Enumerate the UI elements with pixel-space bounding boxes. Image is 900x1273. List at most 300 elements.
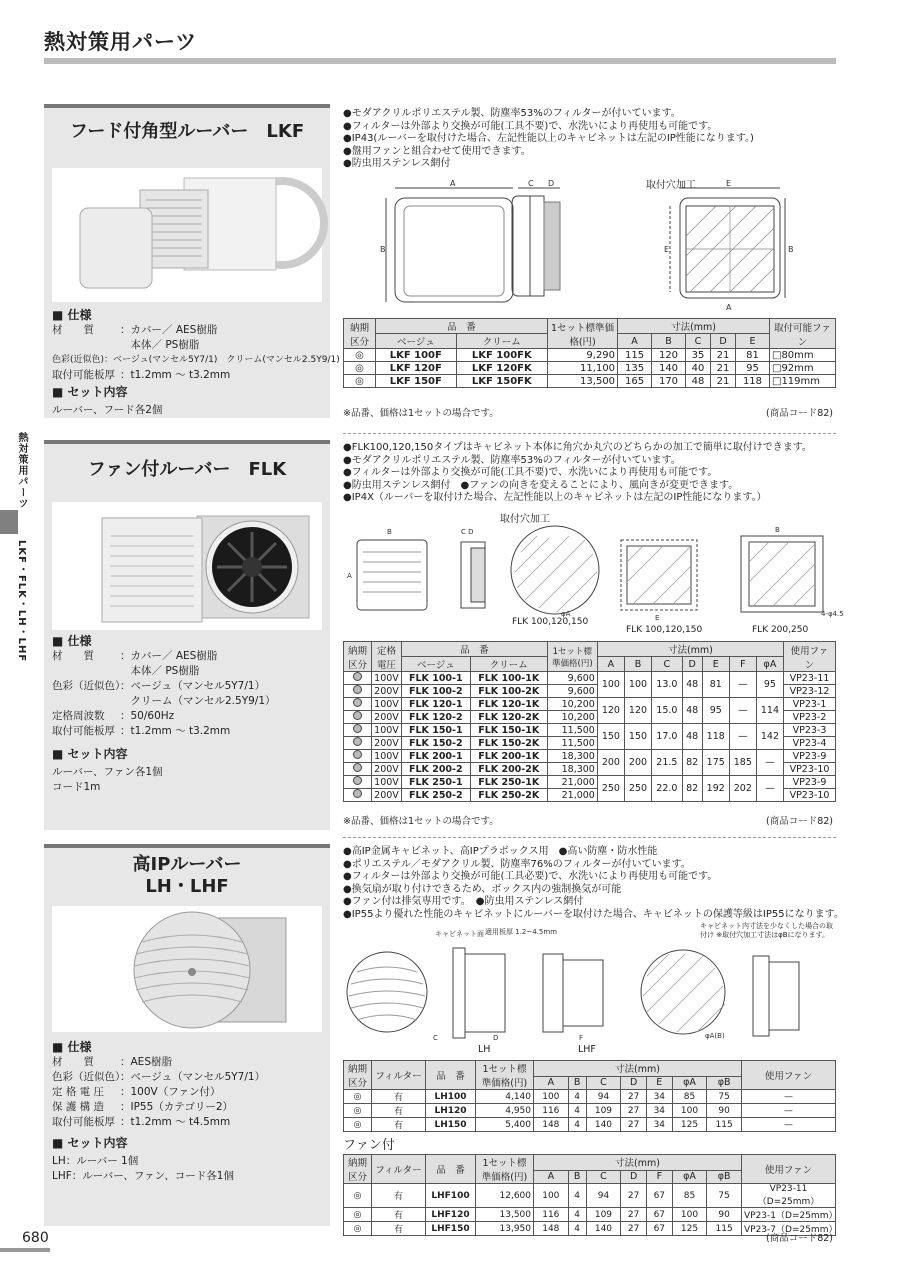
th-col: B xyxy=(568,1170,586,1183)
svg-text:適用板厚 1.2~4.5mm: 適用板厚 1.2~4.5mm xyxy=(485,928,557,936)
spec-value: ：100V（ファン付） xyxy=(120,1086,221,1098)
table-cell: □92mm xyxy=(770,362,836,375)
lh-drawing-cap-1: LH xyxy=(478,1044,491,1055)
table-cell: ◎ xyxy=(344,1090,372,1104)
spec-value: ：50/60Hz xyxy=(120,710,175,722)
lh-panel xyxy=(44,844,330,1226)
th-kubun: 納期区分 xyxy=(344,642,372,672)
table-cell: 185 xyxy=(729,750,756,776)
table-row xyxy=(344,349,836,362)
th-col: D xyxy=(682,657,702,672)
table-row xyxy=(344,750,836,763)
table-cell: FLK 120-2 xyxy=(402,711,471,724)
table-cell: — xyxy=(729,672,756,698)
table-cell: 27 xyxy=(621,1118,647,1132)
flk-note-left: ※品番、価格は1セットの場合です。 xyxy=(343,816,499,827)
lh-drawing-cap-2: LHF xyxy=(578,1044,596,1055)
svg-text:C: C xyxy=(528,179,534,188)
bullet: ●防虫用ステンレス網付 xyxy=(343,158,451,170)
lhf-table xyxy=(343,1154,836,1236)
spec-label xyxy=(52,694,120,709)
table-cell: 100 xyxy=(624,672,651,698)
delivery-icon xyxy=(344,685,372,698)
lkf-table xyxy=(343,318,836,388)
svg-text:キャビネット面: キャビネット面 xyxy=(435,930,484,938)
table-cell: FLK 100-1 xyxy=(402,672,471,685)
bullet: ●IP4X（ルーバーを取付けた場合、左記性能以上のキャビネットは左記のIP性能になります。） xyxy=(343,492,767,504)
table-cell: 11,500 xyxy=(547,737,597,750)
table-cell: 48 xyxy=(682,724,702,750)
table-cell: 118 xyxy=(735,375,769,388)
table-cell: 165 xyxy=(618,375,652,388)
delivery-icon xyxy=(344,776,372,789)
flk-drawing xyxy=(343,522,844,622)
bullet: ●防虫用ステンレス網付 ●ファンの向きを変えることにより、風向きが変更できます。 xyxy=(343,479,739,491)
table-cell: 150 xyxy=(624,724,651,750)
table-cell: 125 xyxy=(672,1222,707,1236)
table-cell: 100V xyxy=(372,776,402,789)
table-cell: VP23-10 xyxy=(784,763,836,776)
flk-set-value: コード1m xyxy=(52,781,101,793)
table-cell: 109 xyxy=(586,1208,621,1222)
spec-label: 取付可能板厚 xyxy=(52,725,115,737)
flk-panel xyxy=(44,440,330,830)
th-hinban: 品 番 xyxy=(426,1061,476,1090)
table-cell: 21 xyxy=(710,349,735,362)
spec-value: 本体／ PS樹脂 xyxy=(120,665,200,677)
table-row xyxy=(344,362,836,375)
th-hinban: 品 番 xyxy=(426,1155,476,1184)
lh-set-value: LH：ルーバー 1個 xyxy=(52,1155,139,1167)
lh-photo xyxy=(52,906,322,1032)
spec-value: ：ベージュ（マンセル5Y7/1） xyxy=(120,1071,266,1083)
table-cell: 34 xyxy=(646,1090,672,1104)
th-col: D xyxy=(710,334,735,349)
bullet: ●盤用ファンと組合わせて使用できます。 xyxy=(343,145,531,157)
table-cell: ◎ xyxy=(344,362,376,375)
delivery-icon xyxy=(344,698,372,711)
flk-spec-heading: ■ 仕様 xyxy=(52,634,92,648)
lh-drawing-note: キャビネット内寸法を少なくした場合の取付け ※取付穴加工寸法はφBになります。 xyxy=(700,922,833,939)
table-cell: VP23-2 xyxy=(784,711,836,724)
table-cell: 135 xyxy=(618,362,652,375)
spec-value: ：t1.2mm ～ t4.5mm xyxy=(120,1116,231,1128)
table-cell: 15.0 xyxy=(652,698,683,724)
table-cell: LKF 120FK xyxy=(456,362,547,375)
lkf-drawing-label: 取付穴加工 xyxy=(646,180,696,191)
table-cell: 100 xyxy=(672,1208,707,1222)
lkf-bullets xyxy=(343,108,754,171)
table-row xyxy=(344,1090,836,1104)
th-col: A xyxy=(534,1076,569,1089)
table-cell: 125 xyxy=(672,1118,707,1132)
th-beige: ベージュ xyxy=(402,657,471,672)
table-cell: VP23-1（D=25mm） xyxy=(742,1208,836,1222)
bullet: ●ファン付は排気専用です。 ●防虫用ステンレス網付 xyxy=(343,896,584,908)
table-cell: 100 xyxy=(672,1104,707,1118)
bullet: ●フィルターは外部より交換が可能(工具不要)で、水洗いにより再使用も可能です。 xyxy=(343,467,718,479)
spec-value: ：t1.2mm ～ t3.2mm xyxy=(120,725,231,737)
side-tab xyxy=(0,510,18,534)
table-cell: FLK 150-1K xyxy=(470,724,547,737)
table-cell: — xyxy=(756,750,783,776)
table-cell: FLK 200-2K xyxy=(470,763,547,776)
table-cell: 115 xyxy=(618,349,652,362)
th-col: φB xyxy=(707,1170,742,1183)
table-cell: — xyxy=(729,724,756,750)
table-cell: VP23-11（D=25mm） xyxy=(742,1184,836,1208)
table-cell: 100V xyxy=(372,698,402,711)
table-cell: 48 xyxy=(685,375,710,388)
table-cell: 120 xyxy=(624,698,651,724)
table-cell: 21,000 xyxy=(547,789,597,802)
th-fan: 使用ファン xyxy=(742,1061,836,1090)
table-cell: 140 xyxy=(586,1118,621,1132)
table-cell: LH100 xyxy=(426,1090,476,1104)
lh-bullets xyxy=(343,846,844,922)
table-cell: FLK 250-2K xyxy=(470,789,547,802)
delivery-icon xyxy=(344,789,372,802)
table-cell: ◎ xyxy=(344,1208,372,1222)
flk-table xyxy=(343,641,836,802)
table-cell: — xyxy=(756,776,783,802)
table-cell: — xyxy=(729,698,756,724)
table-cell: 27 xyxy=(621,1184,647,1208)
spec-label xyxy=(52,664,120,679)
table-cell: FLK 250-1 xyxy=(402,776,471,789)
table-cell: 有 xyxy=(372,1090,426,1104)
table-row xyxy=(344,1104,836,1118)
table-cell: VP23-9 xyxy=(784,776,836,789)
spec-label: 色彩（近似色） xyxy=(52,680,126,692)
th-col: φB xyxy=(707,1076,742,1089)
table-cell: 21 xyxy=(710,362,735,375)
table-cell: 250 xyxy=(624,776,651,802)
svg-text:C D: C D xyxy=(461,528,474,536)
table-cell: 90 xyxy=(707,1104,742,1118)
bullet: ●FLK100,120,150タイプはキャビネット本体に角穴か丸穴のどちらかの加工で簡単に取付けできます。 xyxy=(343,442,812,453)
th-col: C xyxy=(685,334,710,349)
th-price: 1セット標準価格(円) xyxy=(476,1061,534,1090)
table-cell: 有 xyxy=(372,1222,426,1236)
th-hinban: 品 番 xyxy=(376,319,548,334)
th-fan: 使用ファン xyxy=(742,1155,836,1184)
table-cell: 200 xyxy=(597,750,624,776)
table-cell: 4 xyxy=(568,1104,586,1118)
spec-value: ：ベージュ（マンセル5Y7/1） xyxy=(120,680,266,692)
table-cell: ◎ xyxy=(344,375,376,388)
table-cell: LH150 xyxy=(426,1118,476,1132)
flk-caption-1: FLK 100,120,150 xyxy=(512,617,589,627)
spec-value: 本体／ PS樹脂 xyxy=(120,339,200,351)
table-cell: FLK 250-1K xyxy=(470,776,547,789)
bullet: ●IP43(ルーバーを取付けた場合、左記性能以上のキャビネットは左記のIP性能になります。) xyxy=(343,133,754,145)
side-label: 熱対策用パーツ xyxy=(16,432,27,509)
th-col: C xyxy=(586,1170,621,1183)
table-cell: 95 xyxy=(756,672,783,698)
th-cream: クリーム xyxy=(456,334,547,349)
table-cell: 81 xyxy=(735,349,769,362)
svg-text:A: A xyxy=(347,572,352,580)
spec-value: ：AES樹脂 xyxy=(120,1056,172,1068)
table-cell: FLK 200-1 xyxy=(402,750,471,763)
flk-spec xyxy=(52,632,327,795)
table-cell: 140 xyxy=(652,362,686,375)
svg-text:A: A xyxy=(726,303,732,312)
table-row xyxy=(344,724,836,737)
table-cell: 95 xyxy=(702,698,729,724)
flk-set-value: ルーバー、ファン各1個 xyxy=(52,766,163,778)
table-row xyxy=(344,776,836,789)
delivery-icon xyxy=(344,737,372,750)
spec-label: 材 質 xyxy=(52,1056,94,1068)
table-cell: — xyxy=(742,1090,836,1104)
table-cell: 有 xyxy=(372,1104,426,1118)
bullet: ●換気扇が取り付けできるため、ボックス内の強制換気が可能 xyxy=(343,883,622,895)
table-cell: 4,140 xyxy=(476,1090,534,1104)
table-cell: VP23-1 xyxy=(784,698,836,711)
page-number: 680 xyxy=(22,1230,49,1246)
table-cell: 有 xyxy=(372,1118,426,1132)
bullet: ●モダアクリルポリエステル製、防塵率53%のフィルターが付いています。 xyxy=(343,108,681,119)
table-cell: 82 xyxy=(682,750,702,776)
th-cream: クリーム xyxy=(470,657,547,672)
th-col: E xyxy=(735,334,769,349)
table-cell: LHF150 xyxy=(426,1222,476,1236)
delivery-icon xyxy=(344,711,372,724)
table-cell: 4 xyxy=(568,1090,586,1104)
spec-value: ：IP55（カテゴリー2） xyxy=(120,1101,234,1113)
svg-text:A: A xyxy=(450,179,456,188)
table-cell: □119mm xyxy=(770,375,836,388)
bullet: ●フィルターは外部より交換が可能(工具必要)で、水洗いにより再使用も可能です。 xyxy=(343,871,718,883)
lkf-panel xyxy=(44,104,340,418)
table-cell: FLK 100-2 xyxy=(402,685,471,698)
table-cell: 170 xyxy=(652,375,686,388)
th-col: A xyxy=(618,334,652,349)
table-cell: 4,950 xyxy=(476,1104,534,1118)
th-beige: ベージュ xyxy=(376,334,457,349)
table-cell: FLK 200-2 xyxy=(402,763,471,776)
th-col: B xyxy=(652,334,686,349)
spec-value: ：カバー／ AES樹脂 xyxy=(120,324,218,336)
lh-drawing xyxy=(343,926,838,1054)
table-cell: 9,600 xyxy=(547,685,597,698)
lh-set-value: LHF：ルーバー、ファン、コード各1個 xyxy=(52,1170,234,1182)
svg-text:F: F xyxy=(579,1034,584,1042)
spec-label: 材 質 xyxy=(52,324,94,336)
table-cell: 27 xyxy=(621,1222,647,1236)
table-cell: VP23-10 xyxy=(784,789,836,802)
th-col: D xyxy=(621,1170,647,1183)
table-cell: FLK 120-1K xyxy=(470,698,547,711)
table-cell: FLK 150-2 xyxy=(402,737,471,750)
table-cell: FLK 150-2K xyxy=(470,737,547,750)
table-cell: 250 xyxy=(597,776,624,802)
table-cell: 18,300 xyxy=(547,763,597,776)
th-fan: 取付可能ファン xyxy=(770,319,836,349)
table-cell: 12,600 xyxy=(476,1184,534,1208)
table-cell: 有 xyxy=(372,1208,426,1222)
table-cell: LKF 100F xyxy=(376,349,457,362)
table-cell: 10,200 xyxy=(547,698,597,711)
table-cell: 75 xyxy=(707,1090,742,1104)
table-cell: 21,000 xyxy=(547,776,597,789)
table-cell: FLK 200-1K xyxy=(470,750,547,763)
delivery-icon xyxy=(344,763,372,776)
table-cell: 82 xyxy=(682,776,702,802)
table-cell: 35 xyxy=(685,349,710,362)
table-cell: 10,200 xyxy=(547,711,597,724)
table-cell: LKF 100FK xyxy=(456,349,547,362)
spec-label: 取付可能板厚 xyxy=(52,1116,115,1128)
table-cell: 21 xyxy=(710,375,735,388)
table-cell: VP23-9 xyxy=(784,750,836,763)
table-cell: 150 xyxy=(597,724,624,750)
lh-fan-heading: ファン付 xyxy=(343,1138,395,1153)
table-cell: 100 xyxy=(534,1090,569,1104)
table-cell: □80mm xyxy=(770,349,836,362)
table-cell: 11,100 xyxy=(548,362,618,375)
th-dim: 寸法(mm) xyxy=(597,642,783,657)
table-cell: 85 xyxy=(672,1184,707,1208)
th-dim: 寸法(mm) xyxy=(534,1155,742,1171)
svg-text:D: D xyxy=(493,1034,499,1042)
table-cell: — xyxy=(742,1118,836,1132)
table-cell: 200V xyxy=(372,685,402,698)
table-cell: 34 xyxy=(646,1104,672,1118)
svg-text:D: D xyxy=(548,179,555,188)
th-col: B xyxy=(624,657,651,672)
page-number-bar xyxy=(0,1248,50,1252)
spec-label: 色彩(近似色) xyxy=(52,355,105,365)
svg-text:B: B xyxy=(775,526,780,534)
table-cell: 142 xyxy=(756,724,783,750)
flk-title: ファン付ルーバー FLK xyxy=(87,459,287,480)
table-cell: 13,950 xyxy=(476,1222,534,1236)
th-col: D xyxy=(621,1076,647,1089)
table-cell: 200V xyxy=(372,711,402,724)
table-cell: 100V xyxy=(372,672,402,685)
table-cell: LKF 150FK xyxy=(456,375,547,388)
lh-table xyxy=(343,1060,836,1132)
table-cell: 120 xyxy=(652,349,686,362)
th-filter: フィルター xyxy=(372,1155,426,1184)
th-col: C xyxy=(652,657,683,672)
table-cell: LKF 150F xyxy=(376,375,457,388)
flk-set-heading: ■ セット内容 xyxy=(52,747,128,761)
th-volt: 定格電圧 xyxy=(372,642,402,672)
lkf-note-left: ※品番、価格は1セットの場合です。 xyxy=(343,408,499,419)
th-kubun: 納期区分 xyxy=(344,1155,372,1184)
table-cell: 200 xyxy=(624,750,651,776)
lh-title-2: LH・LHF xyxy=(145,876,229,897)
bullet: ●ポリエステル／モダアクリル製、防塵率76%のフィルターが付いています。 xyxy=(343,858,691,870)
svg-text:φA(B): φA(B) xyxy=(705,1032,725,1040)
th-filter: フィルター xyxy=(372,1061,426,1090)
table-cell: 22.0 xyxy=(652,776,683,802)
table-row xyxy=(344,1184,836,1208)
table-cell: 175 xyxy=(702,750,729,776)
table-cell: 200V xyxy=(372,763,402,776)
table-cell: 11,500 xyxy=(547,724,597,737)
spec-value: ：カバー／ AES樹脂 xyxy=(120,650,218,662)
table-cell: LHF100 xyxy=(426,1184,476,1208)
table-cell: 75 xyxy=(707,1184,742,1208)
table-cell: 13.0 xyxy=(652,672,683,698)
table-cell: ◎ xyxy=(344,1104,372,1118)
svg-text:B: B xyxy=(387,528,392,536)
table-cell: 200V xyxy=(372,737,402,750)
table-cell: 5,400 xyxy=(476,1118,534,1132)
table-cell: ◎ xyxy=(344,1184,372,1208)
table-cell: 100V xyxy=(372,750,402,763)
table-cell: VP23-11 xyxy=(784,672,836,685)
flk-caption-3: FLK 200,250 xyxy=(752,625,809,635)
th-col: A xyxy=(597,657,624,672)
spec-value: ：t1.2mm ～ t3.2mm xyxy=(120,369,231,381)
th-col: φA xyxy=(672,1076,707,1089)
table-cell: 85 xyxy=(672,1090,707,1104)
spec-label: 定格周波数 xyxy=(52,710,105,722)
flk-bullets xyxy=(343,442,812,505)
table-cell: VP23-3 xyxy=(784,724,836,737)
table-cell: 81 xyxy=(702,672,729,698)
table-cell: 94 xyxy=(586,1090,621,1104)
table-cell: 40 xyxy=(685,362,710,375)
lh-note-right: (商品コード82) xyxy=(766,1233,834,1244)
th-dim: 寸法(mm) xyxy=(534,1061,742,1077)
table-cell: 13,500 xyxy=(548,375,618,388)
side-sub-label: LKF・FLK・LH・LHF xyxy=(16,540,27,663)
table-cell: 67 xyxy=(646,1208,672,1222)
lkf-title: フード付角型ルーバー LKF xyxy=(69,121,305,142)
table-cell: 13,500 xyxy=(476,1208,534,1222)
th-price: 1セット標準価格(円) xyxy=(547,642,597,672)
table-cell: FLK 120-2K xyxy=(470,711,547,724)
table-cell: 192 xyxy=(702,776,729,802)
th-dim: 寸法(mm) xyxy=(618,319,770,334)
th-price: 1セット標準価格(円) xyxy=(548,319,618,349)
spec-label xyxy=(52,338,120,353)
table-cell: 48 xyxy=(682,672,702,698)
th-kubun: 納期区分 xyxy=(344,319,376,349)
bullet: ●モダアクリルポリエステル製、防塵率53%のフィルターが付いています。 xyxy=(343,454,681,466)
svg-text:E: E xyxy=(664,245,670,254)
delivery-icon xyxy=(344,724,372,737)
table-row xyxy=(344,698,836,711)
table-cell: 200V xyxy=(372,789,402,802)
table-cell: FLK 100-2K xyxy=(470,685,547,698)
table-cell: — xyxy=(742,1104,836,1118)
table-row xyxy=(344,1118,836,1132)
page-title: 熱対策用パーツ xyxy=(44,30,198,54)
lh-set-heading: ■ セット内容 xyxy=(52,1136,128,1150)
th-col: φA xyxy=(756,657,783,672)
table-cell: ◎ xyxy=(344,1118,372,1132)
table-cell: 118 xyxy=(702,724,729,750)
table-cell: FLK 150-1 xyxy=(402,724,471,737)
bullet: ●フィルターは外部より交換が可能(工具不要)で、水洗いにより再使用も可能です。 xyxy=(343,120,718,132)
table-cell: 116 xyxy=(534,1104,569,1118)
svg-text:B: B xyxy=(788,245,794,254)
table-cell: 100 xyxy=(597,672,624,698)
lkf-note-right: (商品コード82) xyxy=(766,408,834,419)
th-col: E xyxy=(646,1076,672,1089)
table-cell: 48 xyxy=(682,698,702,724)
table-row xyxy=(344,672,836,685)
flk-note-right: (商品コード82) xyxy=(766,816,834,827)
